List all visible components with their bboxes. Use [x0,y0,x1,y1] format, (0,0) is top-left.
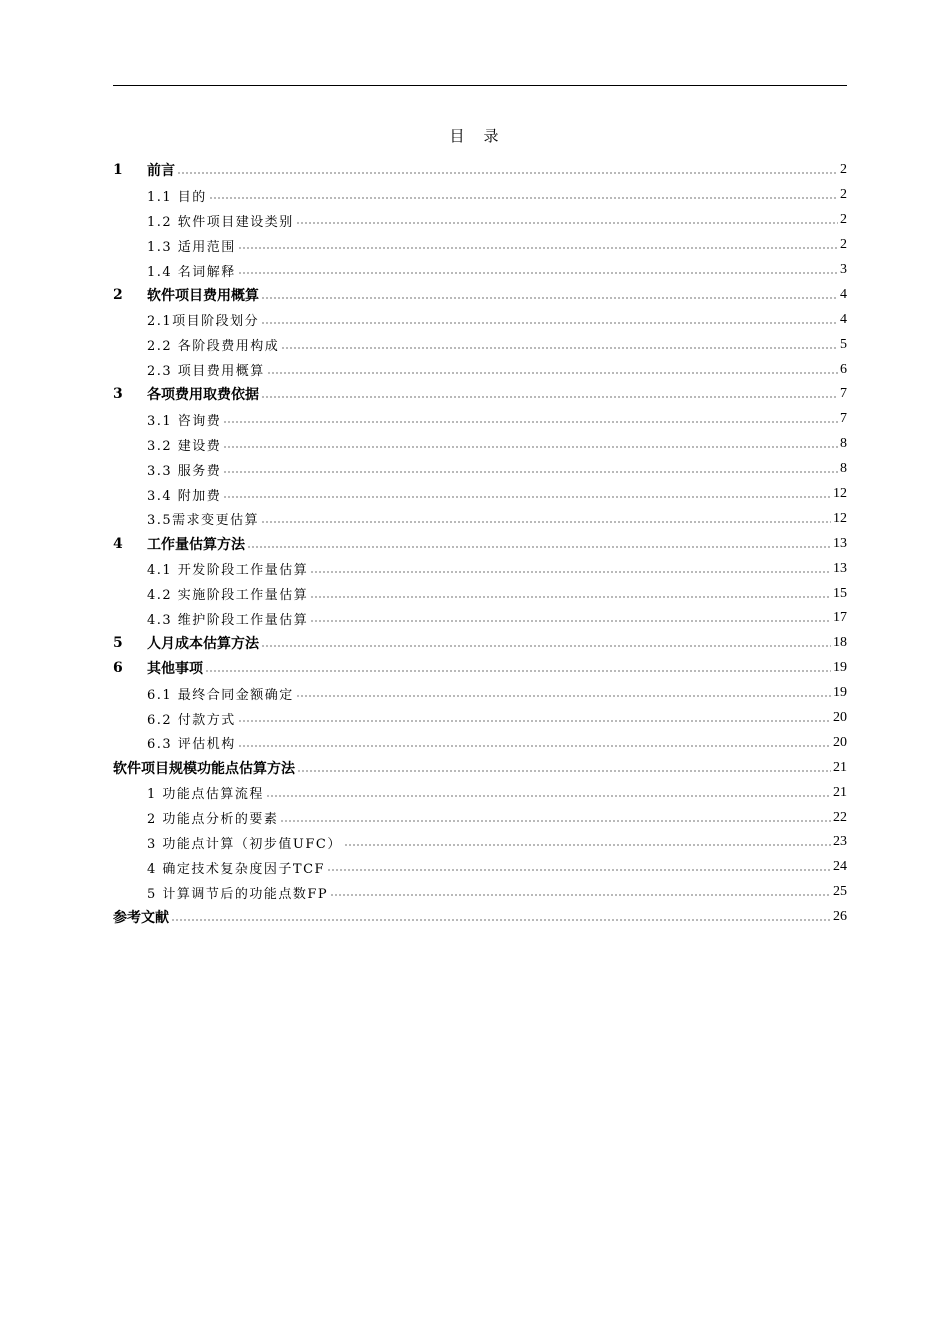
toc-section-entry[interactable] [113,556,847,581]
toc-section-entry[interactable] [113,506,847,531]
toc-dot-leader [238,738,831,748]
toc-chapter-entry[interactable] [113,631,847,656]
toc-section-entry[interactable] [113,432,847,457]
toc-page-number: 12 [833,510,847,526]
toc-entry-title: 前言 [147,163,175,180]
toc-entry-title: 3.4 附加费 [147,488,222,504]
toc-chapter-number: 6 [113,660,123,677]
toc-entry-title: 5 计算调节后的功能点数FP [147,886,329,902]
toc-chapter-number: 3 [113,386,123,403]
toc-entry-title: 4 确定技术复杂度因子TCF [147,861,326,877]
toc-section-entry[interactable] [113,482,847,507]
toc-page-number: 26 [833,909,847,925]
toc-page-number: 23 [833,834,847,850]
toc-page-number: 5 [840,336,847,352]
toc-page-number: 20 [833,734,847,750]
toc-page-number: 6 [840,361,847,377]
toc-dot-leader [223,464,838,474]
toc-entry-title: 6.3 评估机构 [147,737,236,753]
toc-chapter-number: 2 [113,286,123,303]
toc-page-number: 21 [833,759,847,775]
toc-section-entry[interactable] [113,357,847,382]
toc-chapter-entry[interactable] [113,282,847,307]
toc-chapter-entry[interactable] [113,755,847,780]
toc-page-number: 7 [840,386,847,402]
toc-dot-leader [261,389,838,399]
toc-page-number: 2 [840,187,847,203]
toc-entry-title: 软件项目费用概算 [147,287,259,304]
toc-entry-title: 1.1 目的 [147,189,207,205]
toc-page-number: 13 [833,535,847,551]
toc-section-entry[interactable] [113,606,847,631]
toc-dot-leader [247,539,831,549]
toc-dot-leader [327,862,831,872]
toc-page-number: 4 [840,286,847,302]
toc-dot-leader [310,613,831,623]
toc-section-entry[interactable] [113,407,847,432]
toc-entry-title: 4.2 实施阶段工作量估算 [147,588,309,604]
header-rule [113,85,847,86]
toc-page-number: 25 [833,884,847,900]
toc-entry-title: 3.3 服务费 [147,463,222,479]
toc-entry-title: 2 功能点分析的要素 [147,812,279,828]
toc-page-number: 2 [840,237,847,253]
toc-entry-title: 4.3 维护阶段工作量估算 [147,612,309,628]
toc-section-entry[interactable] [113,581,847,606]
toc-section-entry[interactable] [113,780,847,805]
toc-entry-title: 人月成本估算方法 [147,636,259,653]
toc-page-number: 8 [840,436,847,452]
toc-dot-leader [281,340,838,350]
toc-entry-title: 3.5需求变更估算 [147,513,260,529]
toc-dot-leader [177,165,838,175]
toc-dot-leader [310,589,831,599]
toc-section-entry[interactable] [113,830,847,855]
toc-dot-leader [238,240,838,250]
toc-dot-leader [223,489,831,499]
toc-page-number: 4 [840,311,847,327]
toc-section-entry[interactable] [113,880,847,905]
toc-page-number: 19 [833,685,847,701]
toc-section-entry[interactable] [113,681,847,706]
toc-dot-leader [297,763,831,773]
toc-page-number: 13 [833,560,847,576]
toc-dot-leader [223,414,838,424]
toc-entry-title: 6.1 最终合同金额确定 [147,687,294,703]
toc-dot-leader [209,190,838,200]
toc-page-number: 21 [833,784,847,800]
toc-chapter-number: 4 [113,535,123,552]
toc-section-entry[interactable] [113,805,847,830]
toc-dot-leader [205,663,831,673]
toc-section-entry[interactable] [113,855,847,880]
toc-entry-title: 3 功能点计算（初步值UFC） [147,836,342,852]
toc-dot-leader [261,638,831,648]
toc-entry-title: 2.1项目阶段划分 [147,314,260,330]
toc-page-number: 12 [833,486,847,502]
toc-dot-leader [296,688,831,698]
toc-section-entry[interactable] [113,730,847,755]
toc-entry-title: 1.4 名词解释 [147,264,236,280]
toc-entry-title: 1.2 软件项目建设类别 [147,214,294,230]
toc-section-entry[interactable] [113,706,847,731]
toc-entry-title: 1 功能点估算流程 [147,787,264,803]
toc-page-number: 2 [840,162,847,178]
toc-section-entry[interactable] [113,307,847,332]
toc-chapter-entry[interactable] [113,905,847,930]
toc-entry-title: 2.2 各阶段费用构成 [147,339,280,355]
toc-dot-leader [238,713,831,723]
toc-entry-title: 各项费用取费依据 [147,387,259,404]
toc-chapter-number: 1 [113,162,123,179]
toc-entry-title: 4.1 开发阶段工作量估算 [147,563,309,579]
toc-page-number: 18 [833,635,847,651]
toc-page-number: 20 [833,710,847,726]
toc-entry-title: 1.3 适用范围 [147,239,236,255]
toc-page-number: 7 [840,411,847,427]
toc-entry-title: 2.3 项目费用概算 [147,364,265,380]
toc-section-entry[interactable] [113,208,847,233]
toc-page-number: 22 [833,809,847,825]
toc-entry-title: 参考文献 [113,910,169,927]
toc-dot-leader [344,837,831,847]
toc-entry-title: 3.1 咨询费 [147,413,222,429]
toc-dot-leader [261,315,838,325]
toc-title: 目 录 [449,127,501,145]
toc-page-number: 8 [840,461,847,477]
toc-entry-title: 3.2 建设费 [147,438,222,454]
toc-entry-title: 软件项目规模功能点估算方法 [113,760,295,777]
toc-dot-leader [266,788,831,798]
toc-dot-leader [267,365,838,375]
table-of-contents [113,158,847,930]
toc-entry-title: 6.2 付款方式 [147,712,236,728]
toc-chapter-entry[interactable] [113,531,847,556]
toc-page-number: 2 [840,212,847,228]
toc-page-number: 19 [833,660,847,676]
toc-dot-leader [223,439,838,449]
toc-dot-leader [330,887,831,897]
toc-chapter-number: 5 [113,635,123,652]
toc-page-number: 15 [833,585,847,601]
toc-dot-leader [238,265,838,275]
toc-chapter-entry[interactable] [113,656,847,681]
toc-section-entry[interactable] [113,332,847,357]
toc-section-entry[interactable] [113,258,847,283]
toc-section-entry[interactable] [113,183,847,208]
toc-dot-leader [261,290,838,300]
toc-dot-leader [296,215,838,225]
toc-page-number: 24 [833,859,847,875]
toc-dot-leader [280,813,831,823]
toc-dot-leader [310,564,831,574]
toc-dot-leader [171,912,831,922]
toc-page-number: 3 [840,262,847,277]
toc-section-entry[interactable] [113,457,847,482]
toc-entry-title: 工作量估算方法 [147,536,245,553]
toc-entry-title: 其他事项 [147,661,203,678]
toc-section-entry[interactable] [113,233,847,258]
toc-page-number: 17 [833,610,847,626]
toc-chapter-entry[interactable] [113,382,847,407]
toc-chapter-entry[interactable] [113,158,847,183]
toc-dot-leader [261,514,831,524]
